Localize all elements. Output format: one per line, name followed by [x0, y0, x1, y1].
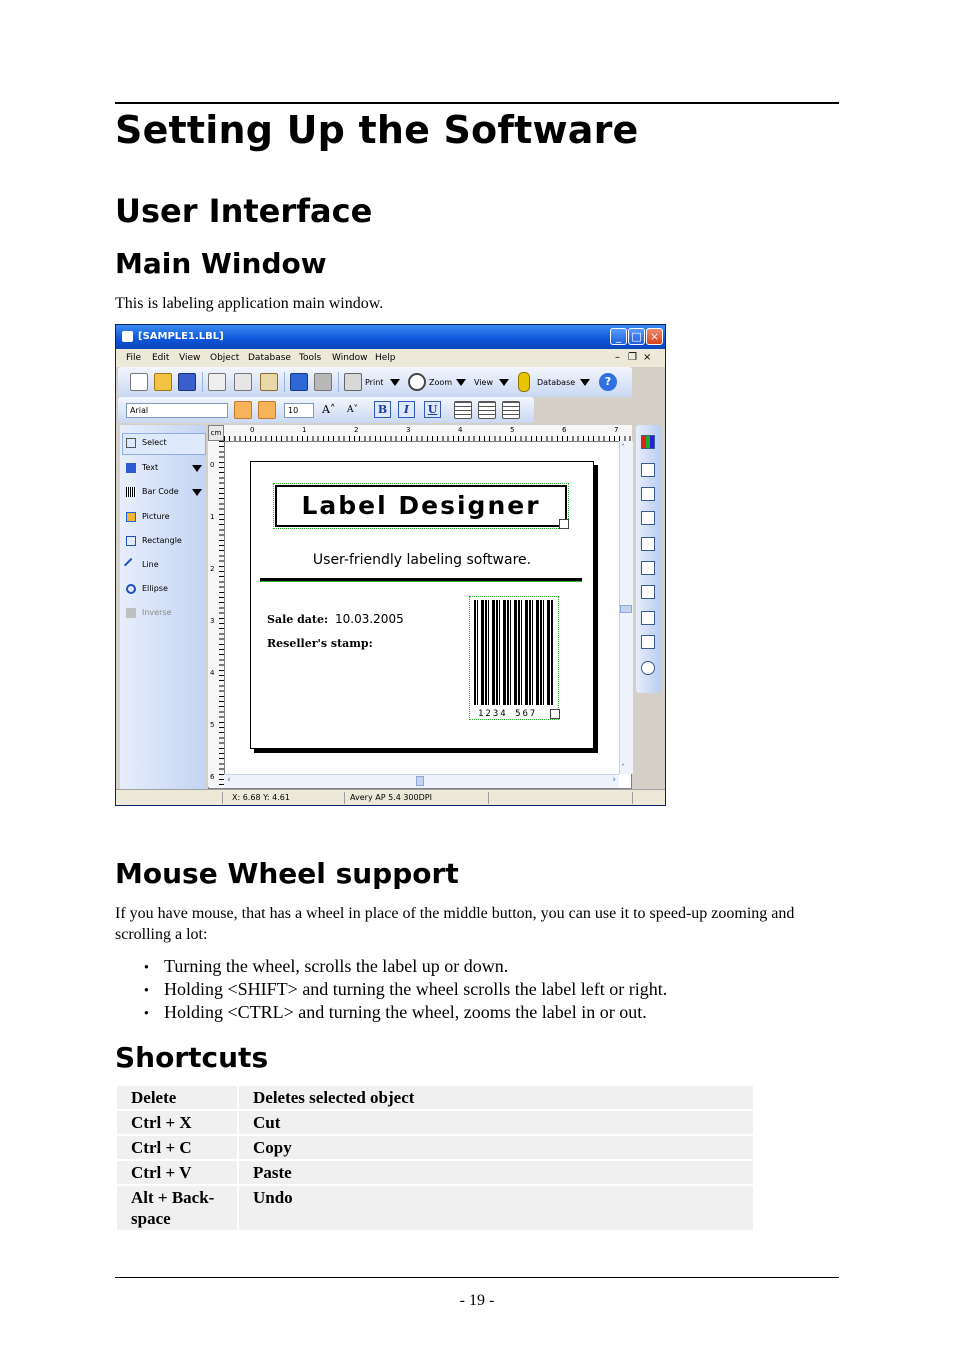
font-size-value: 10	[288, 406, 299, 415]
ruler-label: 4	[458, 426, 463, 434]
ruler-label: 0	[210, 461, 215, 469]
paste-icon[interactable]	[260, 373, 278, 391]
font-name-value: Arial	[130, 406, 149, 415]
ruler-label: 1	[302, 426, 307, 434]
align-right-icon[interactable]	[641, 511, 655, 525]
status-divider	[222, 792, 223, 804]
align-bottom-icon[interactable]	[641, 585, 655, 599]
shortcut-key: Alt + Back-space	[117, 1186, 237, 1230]
menu-object[interactable]: Object	[210, 353, 240, 363]
underline-icon[interactable]: U	[424, 401, 441, 418]
ruler-label: 5	[510, 426, 515, 434]
inverse-icon	[126, 608, 136, 618]
shortcut-key: Delete	[117, 1086, 237, 1109]
sale-date-label: Sale date:	[267, 613, 329, 626]
shortcuts-table	[115, 1084, 755, 1232]
help-icon[interactable]: ?	[599, 373, 617, 391]
text-icon	[126, 463, 136, 473]
list-item: ● Holding <CTRL> and turning the wheel, zooms the label in or out.	[140, 1001, 667, 1024]
mdi-minimize-icon[interactable]: –	[615, 352, 620, 363]
subsection-mouse-wheel: Mouse Wheel support	[115, 857, 459, 890]
scroll-up-icon[interactable]: ˄	[621, 443, 625, 452]
copy-icon[interactable]	[234, 373, 252, 391]
undo-icon[interactable]	[290, 373, 308, 391]
distribute-vertical-icon[interactable]	[641, 635, 655, 649]
tool-rectangle[interactable]: Rectangle	[126, 533, 182, 549]
reseller-stamp-label: Reseller's stamp:	[267, 637, 373, 650]
subsection-shortcuts: Shortcuts	[115, 1041, 269, 1074]
align-text-center-icon[interactable]	[478, 401, 496, 419]
label-divider-line[interactable]	[260, 578, 582, 582]
rectangle-icon	[126, 536, 136, 546]
shortcut-action: Paste	[239, 1161, 753, 1184]
menu-edit[interactable]: Edit	[152, 353, 170, 363]
scroll-down-icon[interactable]: ˅	[621, 763, 625, 772]
mouse-wheel-list	[140, 955, 667, 1024]
label-preview[interactable]	[250, 461, 594, 749]
ruler-ticks	[219, 441, 224, 787]
ruler-label: 7	[614, 426, 619, 434]
chapter-title: Setting Up the Software	[115, 108, 639, 152]
tool-ellipse[interactable]: Ellipse	[126, 581, 168, 597]
shortcut-action: Copy	[239, 1136, 753, 1159]
app-icon	[122, 331, 133, 342]
resize-handle-icon[interactable]	[559, 519, 569, 529]
ruler-label: 3	[406, 426, 411, 434]
object-toolbox	[120, 425, 206, 789]
menu-window[interactable]: Window	[332, 353, 368, 363]
shortcut-action: Cut	[239, 1111, 753, 1134]
print-dropdown-icon[interactable]	[390, 379, 400, 386]
ruler-label: 3	[210, 617, 215, 625]
mdi-restore-icon[interactable]: ❐	[628, 352, 637, 363]
align-top-icon[interactable]	[641, 537, 655, 551]
vertical-scrollbar[interactable]	[619, 441, 633, 774]
barcode-bars	[474, 600, 554, 705]
main-window-text: This is labeling application main window.	[115, 295, 384, 312]
table-row	[117, 1136, 753, 1159]
align-text-left-icon[interactable]	[454, 401, 472, 419]
database-dropdown-icon[interactable]	[580, 379, 590, 386]
barcode-dropdown-icon[interactable]	[192, 489, 202, 496]
tool-line[interactable]: Line	[126, 557, 159, 573]
table-row	[117, 1086, 753, 1109]
italic-icon[interactable]: I	[398, 401, 415, 418]
ruler-unit[interactable]: cm	[208, 425, 224, 441]
print-icon[interactable]	[344, 373, 362, 391]
tool-inverse[interactable]: Inverse	[126, 605, 171, 621]
view-button-label[interactable]: View	[474, 378, 493, 387]
alignment-toolbar	[636, 425, 661, 693]
status-divider	[344, 792, 345, 804]
format-toolbar	[118, 397, 534, 423]
section-title: User Interface	[115, 192, 373, 230]
top-rule	[115, 102, 839, 104]
database-icon[interactable]	[518, 372, 530, 392]
scroll-left-icon[interactable]: ‹	[227, 775, 231, 785]
menu-help[interactable]: Help	[375, 353, 396, 363]
barcode-digits: 1234 567	[478, 709, 538, 719]
redo-icon[interactable]	[314, 373, 332, 391]
list-item: ● Holding <SHIFT> and turning the wheel scrolls the label left or right.	[140, 978, 667, 1001]
minimize-icon[interactable]: _	[610, 328, 627, 345]
toolbar-separator	[202, 372, 203, 392]
horizontal-ruler	[224, 425, 632, 442]
tool-select[interactable]: Select	[126, 435, 167, 451]
maximize-icon[interactable]: □	[628, 328, 645, 345]
tool-barcode[interactable]: Bar Code	[126, 484, 179, 500]
align-center-icon[interactable]	[641, 487, 655, 501]
ruler-label: 0	[250, 426, 255, 434]
menu-view[interactable]: View	[179, 353, 201, 363]
scroll-right-icon[interactable]: ›	[612, 775, 616, 785]
color-tools-icon[interactable]	[641, 435, 655, 449]
text-dropdown-icon[interactable]	[192, 465, 202, 472]
align-text-right-icon[interactable]	[502, 401, 520, 419]
mouse-wheel-text: If you have mouse, that has a wheel in place of the middle button, you can use it to speed-up zooming and scrolling a lot:	[115, 905, 795, 943]
ruler-label: 6	[210, 773, 215, 781]
shortcut-key: Ctrl + C	[117, 1136, 237, 1159]
align-left-icon[interactable]	[641, 463, 655, 477]
menu-bar	[116, 349, 665, 367]
subsection-main-window: Main Window	[115, 247, 327, 280]
database-button-label[interactable]: Database	[537, 378, 576, 387]
open-folder-icon[interactable]	[154, 373, 172, 391]
label-heading-box[interactable]	[275, 485, 567, 527]
main-toolbar	[118, 367, 632, 397]
window-title: [SAMPLE1.LBL]	[138, 331, 224, 342]
app-window-screenshot	[115, 324, 666, 806]
shortcut-action: Undo	[239, 1186, 753, 1230]
scroll-thumb[interactable]	[620, 605, 632, 613]
menu-database[interactable]: Database	[248, 353, 291, 363]
font-size-combo[interactable]	[284, 403, 314, 418]
align-object-icon[interactable]	[258, 401, 276, 419]
ruler-label: 4	[210, 669, 215, 677]
toolbar-separator	[284, 372, 285, 392]
barcode-icon	[126, 487, 136, 497]
shortcut-key: Ctrl + X	[117, 1111, 237, 1134]
label-heading: Label Designer	[301, 491, 541, 520]
cut-icon[interactable]	[208, 373, 226, 391]
list-item: ● Turning the wheel, scrolls the label up or down.	[140, 955, 667, 978]
scroll-thumb[interactable]	[416, 776, 424, 786]
rotate-icon[interactable]	[641, 661, 655, 675]
zoom-button-label[interactable]: Zoom	[429, 378, 453, 387]
close-icon[interactable]: ×	[646, 328, 663, 345]
barcode-object[interactable]	[469, 596, 559, 720]
status-divider	[632, 792, 633, 804]
align-left-object-icon[interactable]	[234, 401, 252, 419]
toolbar-separator	[338, 372, 339, 392]
table-row	[117, 1111, 753, 1134]
footer-rule	[115, 1277, 839, 1278]
resize-handle-icon[interactable]	[550, 709, 560, 719]
title-bar	[116, 325, 665, 349]
zoom-dropdown-icon[interactable]	[456, 379, 466, 386]
save-icon[interactable]	[178, 373, 196, 391]
ruler-label: 2	[354, 426, 359, 434]
table-row	[117, 1161, 753, 1184]
ruler-label: 1	[210, 513, 215, 521]
status-coordinates: X: 6.68 Y: 4.61	[232, 793, 290, 802]
status-printer: Avery AP 5.4 300DPI	[350, 793, 432, 802]
pointer-icon	[126, 438, 136, 448]
status-bar	[116, 789, 665, 806]
align-middle-icon[interactable]	[641, 561, 655, 575]
distribute-horizontal-icon[interactable]	[641, 611, 655, 625]
ruler-label: 2	[210, 565, 215, 573]
menu-tools[interactable]: Tools	[299, 353, 322, 363]
table-row	[117, 1186, 753, 1230]
tool-text[interactable]: Text	[126, 460, 158, 476]
picture-icon	[126, 512, 136, 522]
ellipse-icon	[126, 584, 136, 594]
print-button-label[interactable]: Print	[365, 378, 384, 387]
line-icon	[124, 557, 138, 571]
ruler-ticks	[224, 436, 632, 441]
menu-file[interactable]: File	[126, 353, 142, 363]
vertical-ruler	[208, 441, 225, 787]
tool-picture[interactable]: Picture	[126, 509, 170, 525]
ruler-label: 5	[210, 721, 215, 729]
increase-font-icon[interactable]: A˄	[322, 403, 336, 416]
zoom-icon[interactable]	[408, 373, 426, 391]
label-tagline: User-friendly labeling software.	[312, 552, 532, 568]
sale-date-value: 10.03.2005	[335, 612, 404, 626]
mdi-close-icon[interactable]: ×	[643, 352, 652, 363]
font-name-combo[interactable]	[126, 403, 228, 418]
new-file-icon[interactable]	[130, 373, 148, 391]
page-number: - 19 -	[459, 1292, 495, 1309]
decrease-font-icon[interactable]: A˅	[347, 405, 358, 415]
horizontal-scrollbar[interactable]	[224, 774, 619, 788]
status-divider	[488, 792, 489, 804]
ruler-label: 6	[562, 426, 567, 434]
view-dropdown-icon[interactable]	[499, 379, 509, 386]
shortcut-action: Deletes selected object	[239, 1086, 753, 1109]
bold-icon[interactable]: B	[374, 401, 391, 418]
shortcut-key: Ctrl + V	[117, 1161, 237, 1184]
